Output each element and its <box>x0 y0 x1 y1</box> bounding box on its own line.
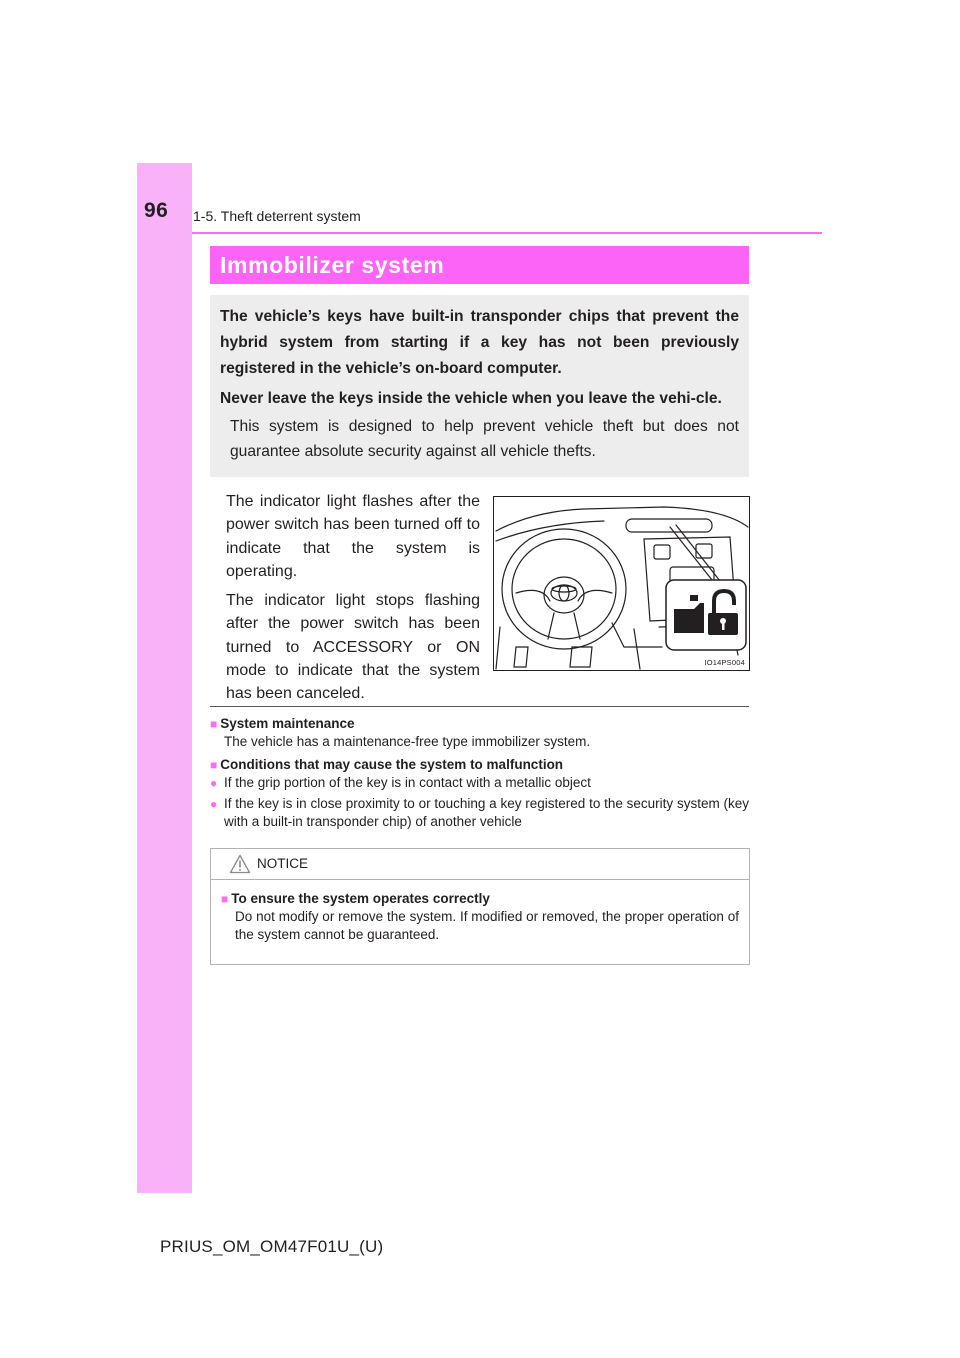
intro-paragraph: The vehicle’s keys have built-in transponder chips that prevent the hybrid system from starting if a key has not been previously registered in the vehicle’s on-board computer. <box>220 308 739 377</box>
section-reference: 1-5. Theft deterrent system <box>193 208 361 224</box>
notice-label: NOTICE <box>257 856 309 871</box>
square-bullet-icon: ■ <box>221 892 229 906</box>
notice-content <box>211 880 749 944</box>
page-title: Immobilizer system <box>210 246 749 284</box>
warning-triangle-icon <box>229 854 251 874</box>
square-bullet-icon: ■ <box>210 717 218 731</box>
notice-subtitle: ■ To ensure the system operates correctly <box>221 891 490 906</box>
header-divider <box>192 232 822 234</box>
intro-box <box>210 295 749 477</box>
list-item: ● If the grip portion of the key is in contact with a metallic object <box>210 775 591 790</box>
notice-header <box>211 849 749 880</box>
intro-warning: Never leave the keys inside the vehicle when you leave the vehi-cle. <box>220 390 722 407</box>
body-paragraph-1: The indicator light flashes after the power switch has been turned off to indicate that the system is operating. <box>226 493 480 580</box>
notice-box <box>210 848 750 965</box>
page-number: 96 <box>144 199 169 222</box>
notice-text: Do not modify or remove the system. If modified or removed, the proper operation of the system cannot be guaranteed. <box>235 909 739 942</box>
illustration-code: IO14PS004 <box>704 658 745 667</box>
body-text <box>226 490 480 712</box>
maintenance-heading <box>210 715 749 733</box>
document-code: PRIUS_OM_OM47F01U_(U) <box>160 1237 384 1256</box>
circle-bullet-icon: ● <box>210 776 218 790</box>
body-paragraph-2: The indicator light stops flashing after the power switch has been turned to ACCESSORY or ON mode to indicate that the system has been canceled. <box>226 592 480 703</box>
conditions-heading <box>210 756 749 774</box>
dashboard-drawing <box>494 497 749 670</box>
maintenance-text: The vehicle has a maintenance-free type immobilizer system. <box>224 734 591 749</box>
notes-section <box>210 715 749 834</box>
list-item: ● If the key is in close proximity to or touching a key registered to the security system (key with a built-in transponder chip) of another vehicle <box>210 796 749 829</box>
intro-note: This system is designed to help prevent vehicle theft but does not guarantee absolute security against all vehicle thefts. <box>230 418 739 460</box>
dashboard-illustration <box>493 496 750 671</box>
maintenance-title: System maintenance <box>220 716 355 731</box>
conditions-title: Conditions that may cause the system to malfunction <box>220 757 564 772</box>
square-bullet-icon: ■ <box>210 758 218 772</box>
chapter-side-tab <box>137 163 192 1193</box>
notes-divider <box>210 706 749 707</box>
circle-bullet-icon: ● <box>210 797 218 811</box>
